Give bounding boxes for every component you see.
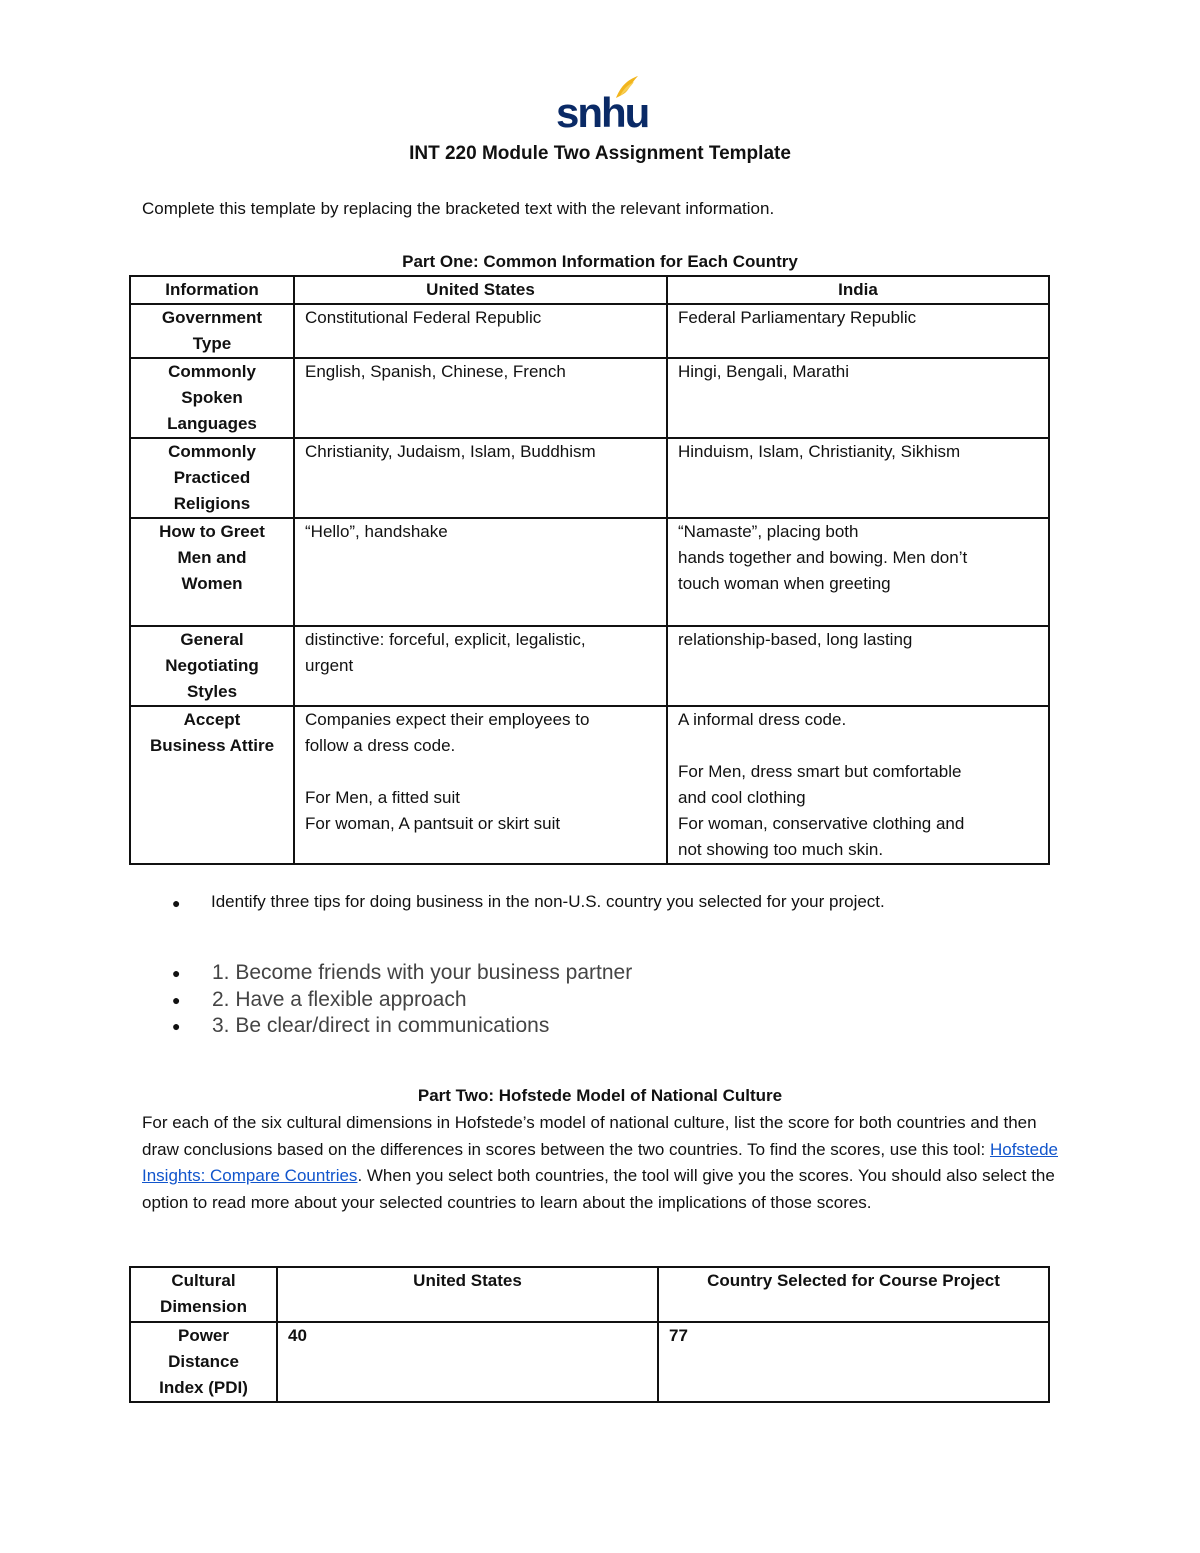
list-item: ● 1. Become friends with your business partner: [172, 960, 632, 987]
row-label: General Negotiating Styles: [130, 626, 294, 706]
us-cell: English, Spanish, Chinese, French: [294, 358, 667, 438]
table-header-row: [130, 1267, 1049, 1322]
list-item: ● 2. Have a flexible approach: [172, 987, 632, 1014]
instruction-text: Complete this template by replacing the bracketed text with the relevant information.: [142, 199, 775, 218]
row-label: Power Distance Index (PDI): [130, 1322, 277, 1402]
hofstede-link[interactable]: Hofstede Insights: Compare Countries: [142, 1139, 1059, 1185]
part-two-table: [129, 1266, 1050, 1403]
column-header: India: [667, 276, 1049, 304]
tips-list: [172, 960, 632, 1040]
bullet-icon: ●: [172, 991, 181, 1008]
us-score-cell: 40: [277, 1322, 658, 1402]
snhu-logo: [556, 74, 649, 136]
document-title: INT 220 Module Two Assignment Template: [409, 143, 791, 164]
table-row: [130, 518, 1049, 626]
table-row: [130, 1322, 1049, 1402]
table-row: [130, 438, 1049, 518]
india-cell: Hingi, Bengali, Marathi: [667, 358, 1049, 438]
us-cell: Companies expect their employees to follow a dress code. For Men, a fitted suit For woman, A pantsuit or skirt suit: [294, 706, 667, 864]
tips-question: Identify three tips for doing business in the non-U.S. country you selected for your project.: [211, 892, 885, 911]
part-two-intro: For each of the six cultural dimensions in Hofstede’s model of national culture, list the score for both countries and then draw conclusions based on the differences in scores between the two countries. To find the scores, use this tool: Hofstede Insights: Compare Countries. When you select both countries, the tool will give you the scores. You should also select the option to read more about your selected countries to learn about the implications of those scores.: [142, 1113, 1059, 1212]
india-cell: Hinduism, Islam, Christianity, Sikhism: [667, 438, 1049, 518]
row-label: Government Type: [130, 304, 294, 358]
table-row: [130, 626, 1049, 706]
column-header: Cultural Dimension: [130, 1267, 277, 1322]
table-header-row: [130, 276, 1049, 304]
bullet-icon: ●: [172, 1018, 181, 1034]
bullet-icon: ●: [172, 895, 181, 911]
part-one-title: Part One: Common Information for Each Country: [402, 252, 798, 271]
list-item: ● 3. Be clear/direct in communications: [172, 1013, 632, 1040]
india-cell: Federal Parliamentary Republic: [667, 304, 1049, 358]
table-row: [130, 358, 1049, 438]
column-header: United States: [294, 276, 667, 304]
selected-score-cell: 77: [658, 1322, 1049, 1402]
india-cell: “Namaste”, placing both hands together and bowing. Men don’t touch woman when greeting: [667, 518, 1049, 626]
column-header: Country Selected for Course Project: [658, 1267, 1049, 1322]
row-label: How to Greet Men and Women: [130, 518, 294, 626]
bullet-icon: ●: [172, 965, 181, 981]
us-cell: Christianity, Judaism, Islam, Buddhism: [294, 438, 667, 518]
row-label: Accept Business Attire: [130, 706, 294, 864]
india-cell: A informal dress code. For Men, dress smart but comfortable and cool clothing For woman, conservative clothing and not showing too much skin.: [667, 706, 1049, 864]
row-label: Commonly Practiced Religions: [130, 438, 294, 518]
part-two-title: Part Two: Hofstede Model of National Culture: [417, 1086, 783, 1105]
us-cell: “Hello”, handshake: [294, 518, 667, 626]
table-row: [130, 706, 1049, 864]
logo-wordmark: snhu: [556, 89, 649, 136]
column-header: Information: [130, 276, 294, 304]
part-one-table: [129, 275, 1050, 865]
table-row: [130, 304, 1049, 358]
row-label: Commonly Spoken Languages: [130, 358, 294, 438]
column-header: United States: [277, 1267, 658, 1322]
us-cell: distinctive: forceful, explicit, legalistic, urgent: [294, 626, 667, 706]
india-cell: relationship-based, long lasting: [667, 626, 1049, 706]
us-cell: Constitutional Federal Republic: [294, 304, 667, 358]
